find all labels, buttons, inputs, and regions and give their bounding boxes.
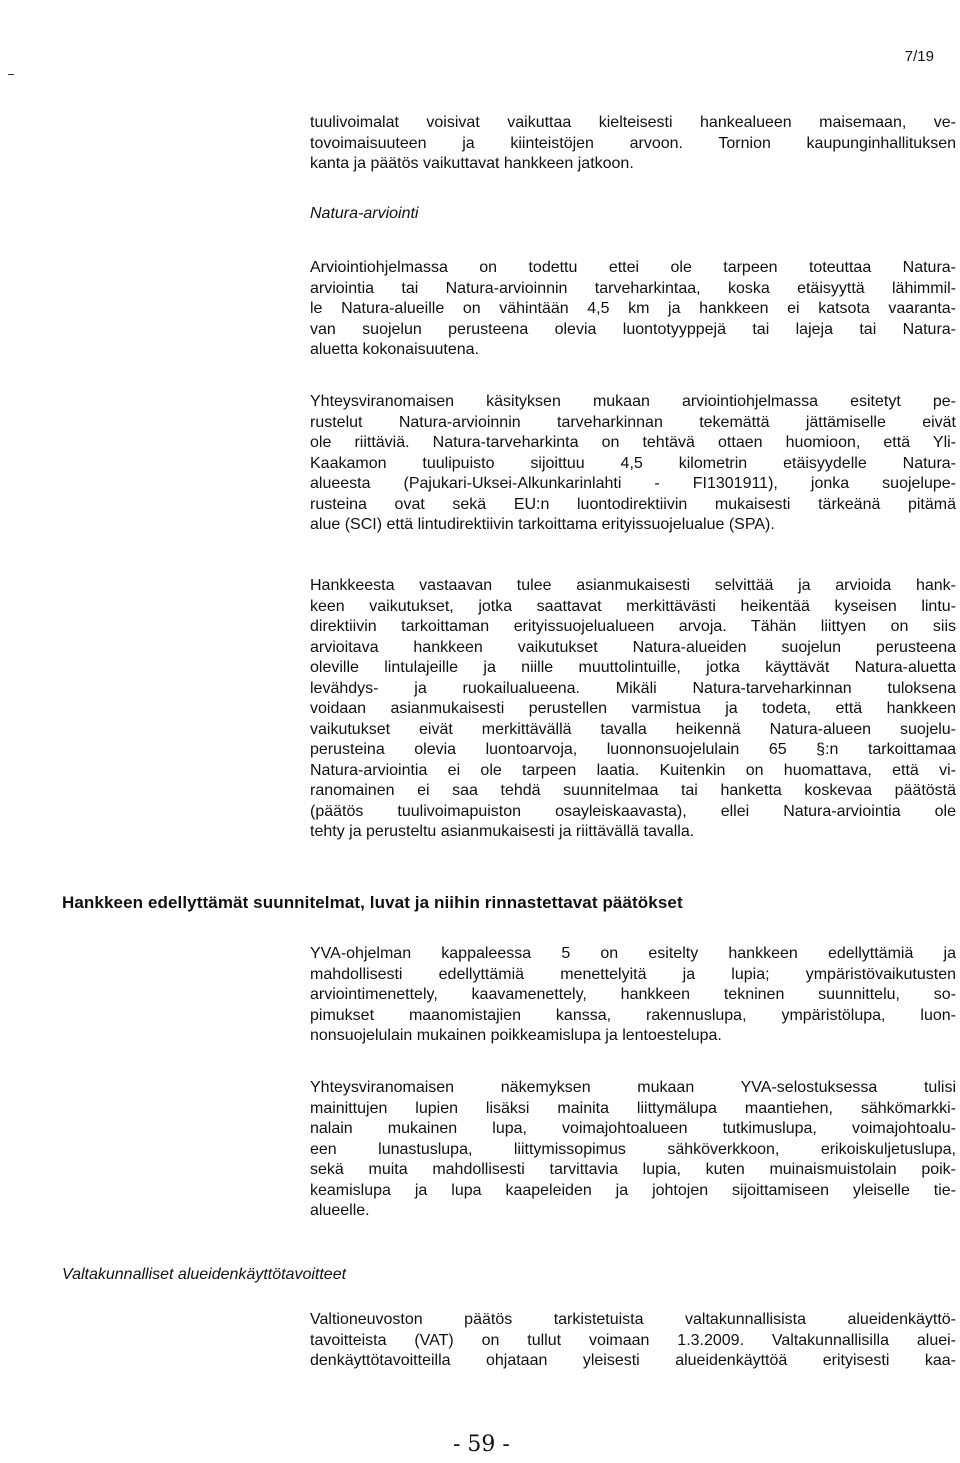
text-line: oleville lintulajeille ja niille muuttolintuille, jotka käyttävät Natura-aluetta (310, 659, 956, 676)
text-line: van suojelun perusteena olevia luontotyyppejä tai lajeja tai Natura- (310, 320, 956, 338)
natura-paragraph-1 (310, 258, 956, 361)
text-line: le Natura-alueille on vähintään 4,5 km ja hankkeen ei katsota vaaranta- (310, 300, 956, 317)
text-line: tavoitteista (VAT) on tullut voimaan 1.3.2009. Valtakunnallisilla aluei- (310, 1331, 956, 1349)
permits-paragraph-2 (310, 1078, 956, 1222)
text-line: Kaakamon tuulipuisto sijoittuu 4,5 kilometrin etäisyydelle Natura- (310, 454, 956, 472)
natura-paragraph-2 (310, 392, 956, 536)
text-line: alue (SCI) että lintudirektiivin tarkoittama erityissuojelualue (SPA). (310, 516, 775, 533)
text-line: tuulivoimalat voisivat vaikuttaa kielteisesti hankealueen maisemaan, ve- (310, 114, 956, 131)
corner-mark (8, 74, 14, 75)
natura-heading: Natura-arviointi (310, 205, 419, 222)
section-heading: Hankkeen edellyttämät suunnitelmat, luvat ja niihin rinnastettavat päätökset (62, 893, 683, 912)
text-line: (päätös tuulivoimapuiston osayleiskaavasta), ellei Natura-arviointia ole (310, 802, 956, 820)
text-line: ole riittäviä. Natura-tarveharkinta on tehtävä ottaen huomioon, että Yli- (310, 434, 956, 451)
text-line: mahdollisesti edellyttämiä menettelyitä ja lupia; ympäristövaikutusten (310, 965, 956, 983)
text-line: tovoimaisuuteen ja kiinteistöjen arvoon. Tornion kaupunginhallituksen (310, 134, 956, 152)
text-line: nonsuojelulain mukainen poikkeamislupa ja lentoestelupa. (310, 1027, 722, 1044)
text-line: keamislupa ja lupa kaapeleiden ja johtojen sijoittamiseen yleiselle tie- (310, 1181, 956, 1199)
text-line: rustelut Natura-arvioinnin tarveharkinnan tekemättä jättämiselle eivät (310, 413, 956, 431)
text-line: YVA-ohjelman kappaleessa 5 on esitelty hankkeen edellyttämiä ja (310, 945, 956, 962)
text-line: mainittujen lupien lisäksi mainita liittymälupa maantiehen, sähkömarkki- (310, 1099, 956, 1117)
text-line: Hankkeesta vastaavan tulee asianmukaisesti selvittää ja arvioida hank- (310, 577, 956, 594)
text-line: tehty ja perusteltu asianmukaisesti ja riittävällä tavalla. (310, 823, 695, 840)
text-line: aluetta kokonaisuutena. (310, 341, 480, 358)
text-line: levähdys- ja ruokailualueena. Mikäli Natura-tarveharkinnan tuloksena (310, 679, 956, 697)
page-number: 7/19 (904, 48, 934, 65)
natura-paragraph-3 (310, 576, 956, 843)
text-line: Arviointiohjelmassa on todettu ettei ole tarpeen toteuttaa Natura- (310, 259, 956, 276)
permits-paragraph-1 (310, 944, 956, 1047)
text-line: direktiivin tarkoittaman erityissuojelualueen arvoja. Tähän liittyen on siis (310, 618, 956, 635)
text-line: voidaan asianmukaisesti perustellen varmistua ja todeta, että hankkeen (310, 700, 956, 717)
text-line: nalain mukainen lupa, voimajohtoalueen tutkimuslupa, voimajohtoalu- (310, 1120, 956, 1137)
text-line: Yhteysviranomaisen näkemyksen mukaan YVA-selostuksessa tulisi (310, 1079, 956, 1096)
text-line: alueesta (Pajukari-Uksei-Alkunkarinlahti - FI1301911), jonka suojelupe- (310, 475, 956, 492)
text-line: arviointimenettely, kaavamenettely, hankkeen tekninen suunnittelu, so- (310, 986, 956, 1003)
text-line: arvioitava hankkeen vaikutukset Natura-alueiden suojelun perusteena (310, 638, 956, 656)
text-line: arviointia tai Natura-arvioinnin tarveharkintaa, koska etäisyyttä lähimmil- (310, 279, 956, 297)
text-line: vaikutukset eivät merkittävällä tavalla heikennä Natura-alueen suojelu- (310, 720, 956, 738)
text-line: ranomainen ei saa tehdä suunnitelmaa tai hanketta koskevaa päätöstä (310, 782, 956, 799)
text-line: Valtioneuvoston päätös tarkistetuista valtakunnallisista alueidenkäyttö- (310, 1311, 956, 1328)
text-line: keen vaikutukset, jotka saattavat merkittävästi heikentää kyseisen lintu- (310, 597, 956, 615)
text-line: kanta ja päätös vaikuttavat hankkeen jatkoon. (310, 155, 634, 172)
text-line: denkäyttötavoitteilla ohjataan yleisesti alueidenkäyttöä erityisesti kaa- (310, 1352, 956, 1369)
text-line: rusteina ovat sekä EU:n luontodirektiivin mukaisesti tärkeänä pitämä (310, 495, 956, 513)
text-line: alueelle. (310, 1202, 370, 1219)
vat-paragraph (310, 1310, 956, 1372)
text-line: een lunastuslupa, liittymissopimus sähköverkkoon, erikoiskuljetuslupa, (310, 1140, 956, 1158)
footer-page-mark: - 59 - (453, 1432, 510, 1457)
text-line: Yhteysviranomaisen käsityksen mukaan arviointiohjelmassa esitetyt pe- (310, 393, 956, 410)
text-line: sekä muita mahdollisesti tarvittavia lupia, kuten muinaismuistolain poik- (310, 1161, 956, 1178)
text-line: Natura-arviointia ei ole tarpeen laatia. Kuitenkin on huomattava, että vi- (310, 761, 956, 779)
text-line: perusteina olevia luontoarvoja, luonnonsuojelulain 65 §:n tarkoittamaa (310, 741, 956, 758)
side-heading: Valtakunnalliset alueidenkäyttötavoitteet (62, 1266, 347, 1283)
text-line: pimukset maanomistajien kanssa, rakennuslupa, ympäristölupa, luon- (310, 1006, 956, 1024)
intro-paragraph (310, 113, 956, 175)
